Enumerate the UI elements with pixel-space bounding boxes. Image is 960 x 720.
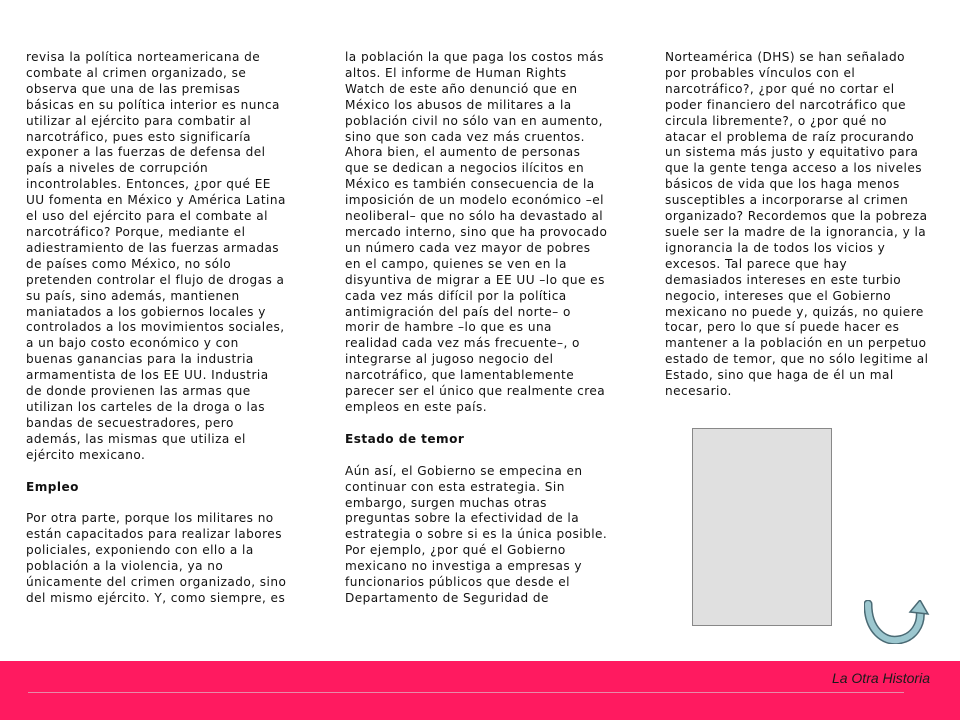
text-column-3 xyxy=(665,50,960,400)
text-column-1 xyxy=(26,50,326,607)
section-heading-empleo: Empleo xyxy=(26,479,79,494)
paragraph: Aún así, el Gobierno se empecina en continuar con esta estrategia. Sin embargo, surgen muchas otras preguntas sobre la efectividad de la estrategia o sobre si es la única posible. Por ejemplo, ¿por qué el Gobierno mexicano no investiga a empresas y funcionarios públicos que desde el Departamento de Seguridad de xyxy=(345,463,608,605)
illustration-image xyxy=(692,428,832,626)
paragraph: Norteamérica (DHS) se han señalado por probables vínculos con el narcotráfico?, ¿por qué no cortar el poder financiero del narcotráfico que circula libremente?, o ¿por qué no atacar el problema de raíz procurando un sistema más justo y equitativo para que la gente tenga acceso a los niveles básicos de vida que los haga menos susceptibles a incorporarse al crimen organizado? Recordemos que la pobreza suele ser la madre de la ignorancia, y la ignorancia la de todos los vicios y excesos. Tal parece que hay demasiados intereses en este turbio negocio, intereses que el Gobierno mexicano no puede y, quizás, no quiere tocar, pero lo que sí puede hacer es mantener a la población en un perpetuo estado de temor, que no sólo legitime al Estado, sino que haga de él un mal necesario. xyxy=(665,50,929,399)
footer-bar xyxy=(0,661,960,720)
paragraph: Por otra parte, porque los militares no están capacitados para realizar labores policiales, exponiendo con ello a la población a la violencia, ya no únicamente del crimen organizado, sino del mismo ejército. Y, como siempre, es xyxy=(26,511,287,605)
paragraph: revisa la política norteamericana de combate al crimen organizado, se observa que una de las premisas básicas en su política interior es nunca utilizar al ejército para combatir al narcotráfico, pues esto significaría exponer a las fuerzas de defensa del país a niveles de corrupción incontrolables. Entonces, ¿por qué EE UU fomenta en México y América Latina el uso del ejército para el combate al narcotráfico? Porque, mediante el adiestramiento de las fuerzas armadas de países como México, no sólo pretenden controlar el flujo de drogas a su país, sino además, mantienen maniatados a los gobiernos locales y controlados a los movimientos sociales, a un bajo costo económico y con buenas ganancias para la industria armamentista de los EE UU. Industria de donde provienen las armas que utilizan los carteles de la droga o las bandas de secuestradores, pero además, las mismas que utiliza el ejército mexicano. xyxy=(26,50,286,462)
return-arrow-icon[interactable] xyxy=(864,600,930,644)
footer-divider xyxy=(28,692,904,693)
paragraph: la población la que paga los costos más altos. El informe de Human Rights Watch de este año denunció que en México los abusos de militares a la población civil no sólo van en aumento, sino que son cada vez más cruentos. Ahora bien, el aumento de personas que se dedican a negocios ilícitos en México es también consecuencia de la imposición de un modelo económico –el neoliberal– que no sólo ha devastado al mercado interno, sino que ha provocado un número cada vez mayor de pobres en el campo, quienes se ven en la disyuntiva de migrar a EE UU –lo que es cada vez más difícil por la política antimigración del país del norte– o morir de hambre –lo que es una realidad cada vez más frecuente–, o integrarse al jugoso negocio del narcotráfico, que lamentablemente parecer ser el único que realmente crea empleos en este país. xyxy=(345,50,608,414)
section-heading-estado-de-temor: Estado de temor xyxy=(345,431,465,446)
footer-title: La Otra Historia xyxy=(831,670,930,686)
text-column-2 xyxy=(345,50,645,607)
